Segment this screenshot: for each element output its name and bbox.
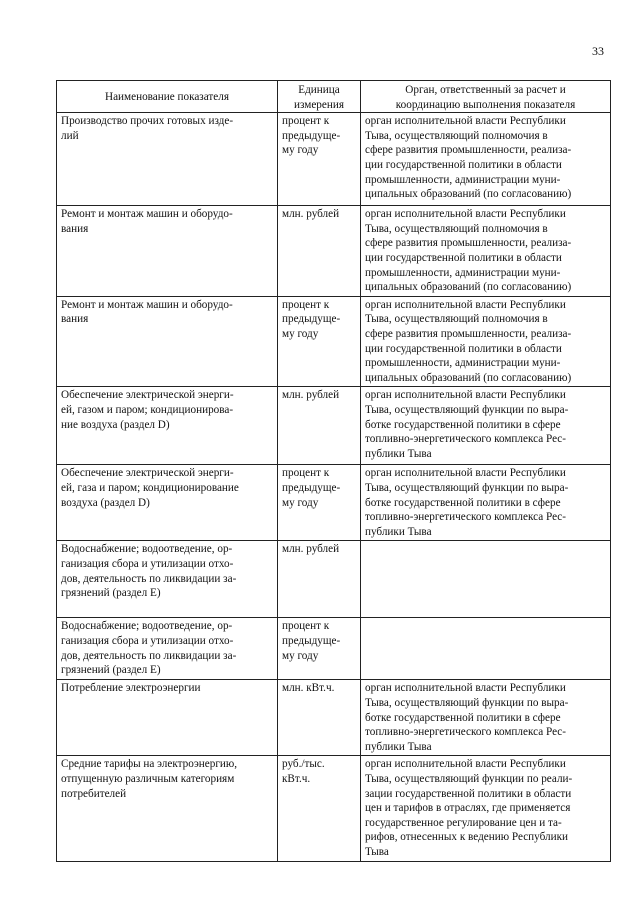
indicator-name-cell: Обеспечение электрической энерги- ей, газа и паром; кондиционирование воздуха (раздел D) bbox=[57, 465, 278, 541]
indicator-name-cell: Ремонт и монтаж машин и оборудо- вания bbox=[57, 206, 278, 297]
table-row bbox=[57, 756, 611, 862]
unit-cell: процент к предыдуще- му году bbox=[278, 113, 361, 206]
table-row bbox=[57, 680, 611, 756]
table-row bbox=[57, 296, 611, 387]
table-row bbox=[57, 206, 611, 297]
responsible-body-cell bbox=[361, 541, 611, 618]
responsible-body-cell bbox=[361, 618, 611, 680]
responsible-body-cell: орган исполнительной власти Республики Тыва, осуществляющий полномочия в сфере развития промышленности, реализа- ции государственной политики в области промышленности, администрации муни- ципальных образований (по согласованию) bbox=[361, 296, 611, 387]
responsible-body-cell: орган исполнительной власти Республики Тыва, осуществляющий функции по выра- ботке государственной политики в сфере топливно-энергетического комплекса Рес- публики Тыва bbox=[361, 680, 611, 756]
responsible-body-cell: орган исполнительной власти Республики Тыва, осуществляющий функции по выра- ботке государственной политики в сфере топливно-энергетического комплекса Рес- публики Тыва bbox=[361, 465, 611, 541]
header-indicator-name: Наименование показателя bbox=[57, 81, 278, 113]
indicator-name-cell: Средние тарифы на электроэнергию, отпущенную различным категориям потребителей bbox=[57, 756, 278, 862]
unit-cell: млн. рублей bbox=[278, 541, 361, 618]
indicator-name-cell: Обеспечение электрической энерги- ей, газом и паром; кондиционирова- ние воздуха (раздел D) bbox=[57, 387, 278, 465]
responsible-body-cell: орган исполнительной власти Республики Тыва, осуществляющий полномочия в сфере развития промышленности, реализа- ции государственной политики в области промышленности, администрации муни- ципальных образований (по согласованию) bbox=[361, 113, 611, 206]
indicator-name-cell: Ремонт и монтаж машин и оборудо- вания bbox=[57, 296, 278, 387]
unit-cell: процент к предыдуще- му году bbox=[278, 296, 361, 387]
header-responsible-body: Орган, ответственный за расчет и координацию выполнения показателя bbox=[361, 81, 611, 113]
table-row bbox=[57, 113, 611, 206]
unit-cell: процент к предыдуще- му году bbox=[278, 618, 361, 680]
indicator-name-cell: Водоснабжение; водоотведение, ор- ганизация сбора и утилизации отхо- дов, деятельность по ликвидации за- грязнений (раздел E) bbox=[57, 618, 278, 680]
indicators-table bbox=[56, 80, 611, 862]
table-row bbox=[57, 387, 611, 465]
unit-cell: млн. кВт.ч. bbox=[278, 680, 361, 756]
unit-cell: руб./тыс. кВт.ч. bbox=[278, 756, 361, 862]
table-row bbox=[57, 541, 611, 618]
responsible-body-cell: орган исполнительной власти Республики Тыва, осуществляющий функции по выра- ботке государственной политики в сфере топливно-энергетического комплекса Рес- публики Тыва bbox=[361, 387, 611, 465]
responsible-body-cell: орган исполнительной власти Республики Тыва, осуществляющий полномочия в сфере развития промышленности, реализа- ции государственной политики в области промышленности, администрации муни- ципальных образований (по согласованию) bbox=[361, 206, 611, 297]
indicator-name-cell: Водоснабжение; водоотведение, ор- ганизация сбора и утилизации отхо- дов, деятельность по ликвидации за- грязнений (раздел E) bbox=[57, 541, 278, 618]
table-row bbox=[57, 465, 611, 541]
header-unit: Единица измерения bbox=[278, 81, 361, 113]
indicator-name-cell: Потребление электроэнергии bbox=[57, 680, 278, 756]
unit-cell: процент к предыдуще- му году bbox=[278, 465, 361, 541]
unit-cell: млн. рублей bbox=[278, 387, 361, 465]
indicator-name-cell: Производство прочих готовых изде- лий bbox=[57, 113, 278, 206]
table-header-row bbox=[57, 81, 611, 113]
table-row bbox=[57, 618, 611, 680]
unit-cell: млн. рублей bbox=[278, 206, 361, 297]
responsible-body-cell: орган исполнительной власти Республики Тыва, осуществляющий функции по реали- зации государственной политики в области цен и тарифов в отраслях, где применяется государственное регулирование цен и та- рифов, отнесенных к ведению Республики Тыва bbox=[361, 756, 611, 862]
page-number: 33 bbox=[592, 44, 604, 58]
